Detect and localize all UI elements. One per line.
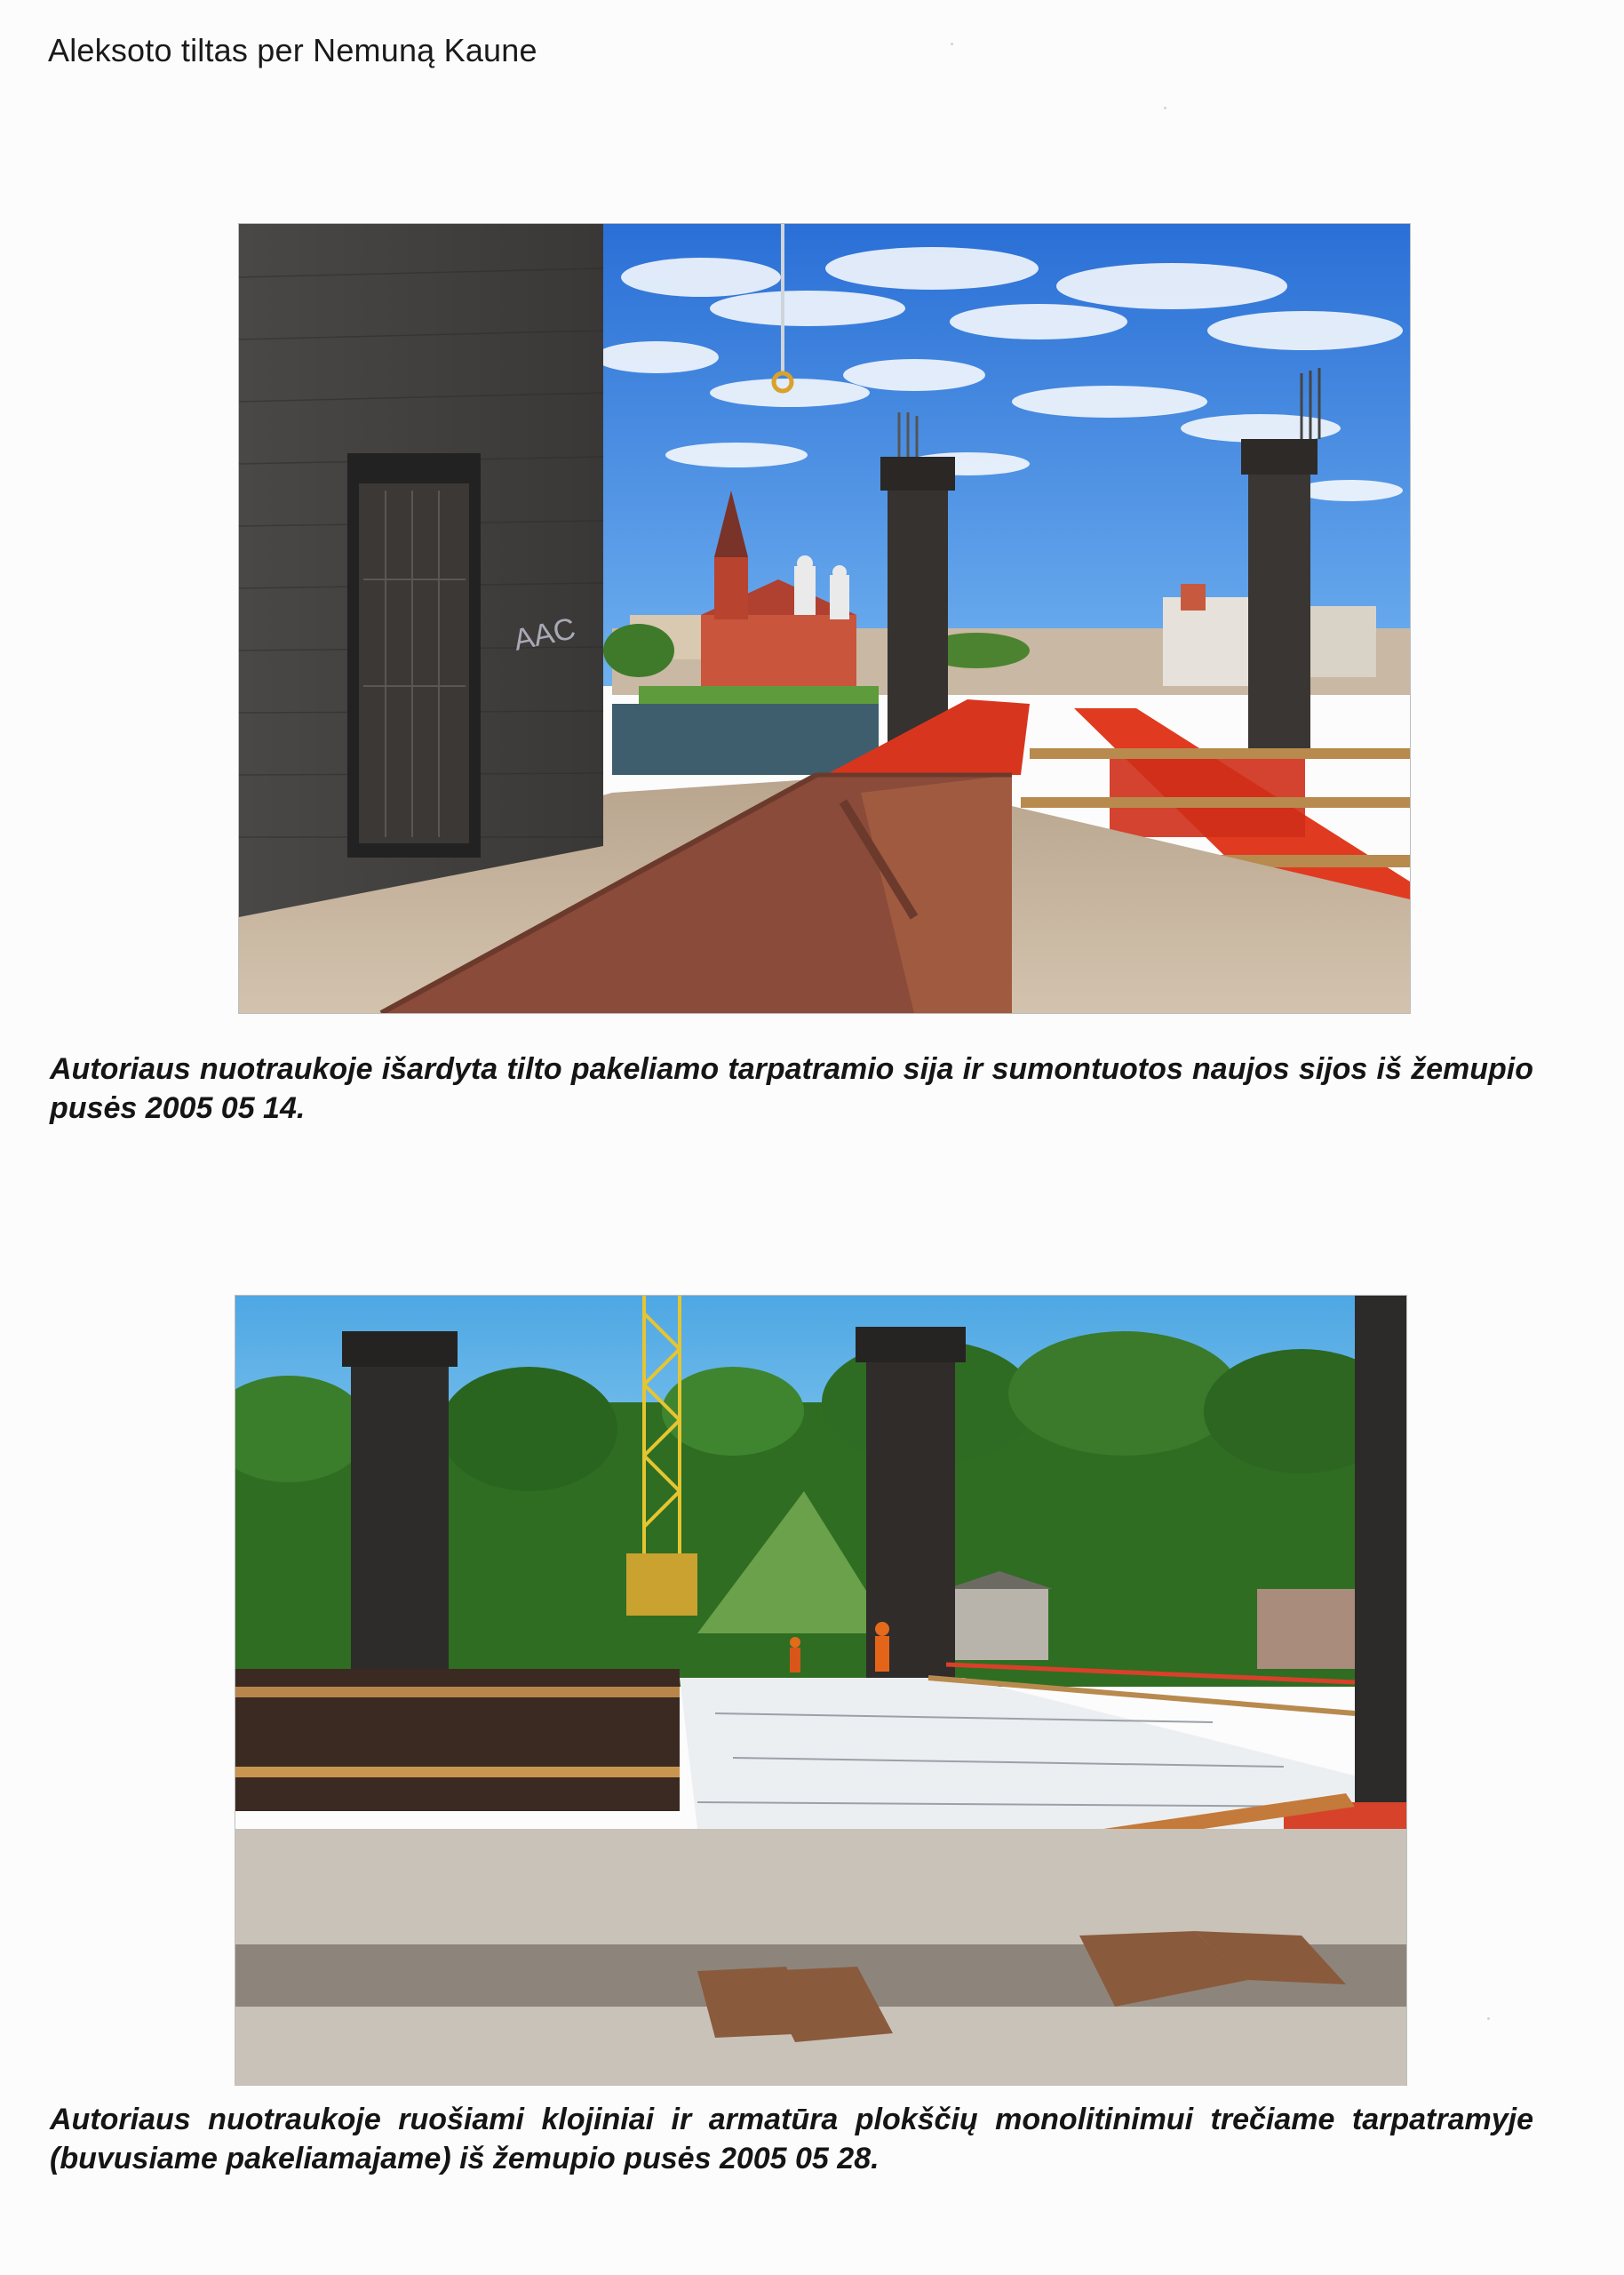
scan-speck (951, 43, 953, 45)
graffiti-text: AAC (510, 611, 579, 658)
page-title: Aleksoto tiltas per Nemuną Kaune (48, 32, 537, 68)
bridge-pier (856, 1327, 966, 1696)
bridge-photo-2 (235, 1296, 1406, 2085)
bridge-pier (342, 1331, 458, 1696)
bridge-pier (880, 412, 955, 755)
bridge-photo-1 (239, 224, 1410, 1013)
photo-caption-1: Autoriaus nuotraukoje išardyta tilto pakeliamo tarpatramio sija ir sumontuotos naujos sijos iš žemupio pusės 2005 05 14. (50, 1052, 1533, 1125)
river (612, 704, 879, 775)
photo-caption-2: Autoriaus nuotraukoje ruošiami klojiniai ir armatūra plokščių monolitinimui trečiame tarpatramyje (buvusiame pakeliamajame) iš žemupio pusės 2005 05 28. (50, 2103, 1533, 2175)
scan-speck (1164, 107, 1166, 109)
stone-tower-wall (239, 224, 603, 917)
scan-speck (1487, 2017, 1490, 2020)
